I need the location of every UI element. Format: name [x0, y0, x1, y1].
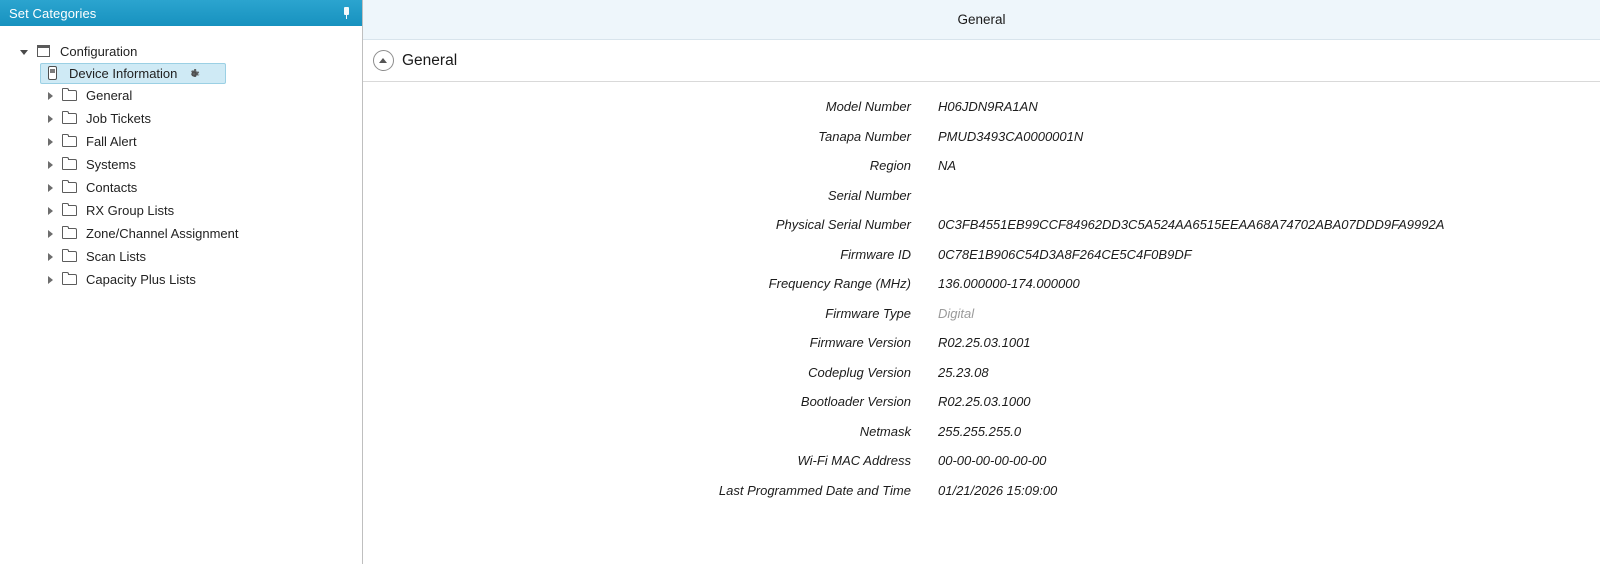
chevron-down-icon[interactable] — [18, 45, 32, 59]
field-label: Tanapa Number — [818, 128, 911, 144]
device-icon — [45, 66, 62, 81]
tree-item-label: Job Tickets — [86, 111, 152, 126]
field-value: Digital — [938, 305, 975, 321]
chevron-right-icon[interactable] — [44, 273, 58, 287]
chevron-right-icon[interactable] — [44, 158, 58, 172]
chevron-right-icon[interactable] — [44, 89, 58, 103]
category-tree — [0, 26, 362, 564]
tree-item-general[interactable] — [0, 84, 362, 107]
field-model-number — [363, 92, 1600, 122]
configuration-icon — [36, 44, 53, 59]
tree-item-capacity-plus-lists[interactable] — [0, 268, 362, 291]
field-value: 01/21/2026 15:09:00 — [938, 482, 1058, 498]
field-value: R02.25.03.1001 — [938, 335, 1031, 351]
field-label: Firmware Version — [809, 335, 911, 351]
field-label: Bootloader Version — [800, 394, 911, 410]
folder-icon — [62, 134, 79, 149]
tree-item-rx-group-lists[interactable] — [0, 199, 362, 222]
tree-item-contacts[interactable] — [0, 176, 362, 199]
field-label: Codeplug Version — [808, 364, 911, 380]
folder-icon — [62, 272, 79, 287]
field-netmask — [363, 417, 1600, 447]
tab-bar — [363, 0, 1600, 40]
tree-item-configuration[interactable] — [0, 40, 362, 63]
field-value: H06JDN9RA1AN — [938, 99, 1038, 115]
tree-item-label: Device Information — [69, 66, 178, 81]
folder-icon — [62, 157, 79, 172]
field-value: 136.000000-174.000000 — [938, 276, 1080, 292]
field-label: Serial Number — [827, 187, 911, 203]
field-frequency-range — [363, 269, 1600, 299]
field-serial-number — [363, 181, 1600, 211]
tree-item-label: Zone/Channel Assignment — [86, 226, 239, 241]
folder-icon — [62, 203, 79, 218]
field-value: 0C78E1B906C54D3A8F264CE5C4F0B9DF — [938, 246, 1192, 262]
field-tanapa-number — [363, 122, 1600, 152]
pin-icon[interactable] — [340, 6, 354, 20]
field-value: 25.23.08 — [938, 364, 989, 380]
folder-icon — [62, 111, 79, 126]
tree-item-device-information[interactable] — [40, 63, 226, 84]
chevron-right-icon[interactable] — [44, 112, 58, 126]
tree-item-label: Contacts — [86, 180, 138, 195]
gear-icon[interactable] — [187, 67, 201, 81]
field-value: PMUD3493CA0000001N — [938, 128, 1084, 144]
field-physical-serial-number — [363, 210, 1600, 240]
field-firmware-version — [363, 328, 1600, 358]
chevron-right-icon[interactable] — [44, 204, 58, 218]
field-value: NA — [938, 158, 957, 174]
field-bootloader-version — [363, 387, 1600, 417]
tree-item-fall-alert[interactable] — [0, 130, 362, 153]
field-label: Firmware Type — [825, 305, 911, 321]
set-categories-header — [0, 0, 362, 26]
field-last-programmed-date-time — [363, 476, 1600, 506]
folder-icon — [62, 226, 79, 241]
folder-icon — [62, 180, 79, 195]
chevron-right-icon[interactable] — [44, 181, 58, 195]
folder-icon — [62, 88, 79, 103]
tree-item-systems[interactable] — [0, 153, 362, 176]
field-region — [363, 151, 1600, 181]
field-codeplug-version — [363, 358, 1600, 388]
field-label: Netmask — [859, 423, 911, 439]
tree-item-scan-lists[interactable] — [0, 245, 362, 268]
tree-item-label: Configuration — [60, 44, 138, 59]
field-value: 00-00-00-00-00-00 — [938, 453, 1047, 469]
folder-icon — [62, 249, 79, 264]
tree-item-label: Systems — [86, 157, 136, 172]
field-wifi-mac-address — [363, 446, 1600, 476]
field-label: Firmware ID — [840, 246, 911, 262]
section-title: General — [402, 51, 458, 69]
field-label: Physical Serial Number — [775, 217, 911, 233]
field-firmware-type — [363, 299, 1600, 329]
chevron-up-icon[interactable] — [373, 50, 394, 71]
field-label: Wi-Fi MAC Address — [797, 453, 911, 469]
field-label: Model Number — [825, 99, 911, 115]
chevron-right-icon[interactable] — [44, 250, 58, 264]
tab-general[interactable]: General — [957, 12, 1006, 27]
tree-item-label: Scan Lists — [86, 249, 146, 264]
field-value: 0C3FB4551EB99CCF84962DD3C5A524AA6515EEAA68A74702ABA07DDD9FA9992A — [938, 217, 1445, 233]
field-value: R02.25.03.1000 — [938, 394, 1031, 410]
field-label: Frequency Range (MHz) — [768, 276, 911, 292]
tree-item-label: RX Group Lists — [86, 203, 175, 218]
set-categories-panel — [0, 0, 363, 564]
chevron-right-icon[interactable] — [44, 227, 58, 241]
panel-title: Set Categories — [9, 5, 97, 21]
chevron-right-icon[interactable] — [44, 135, 58, 149]
field-firmware-id — [363, 240, 1600, 270]
general-section-header[interactable] — [363, 40, 1600, 82]
tree-item-job-tickets[interactable] — [0, 107, 362, 130]
field-label: Region — [869, 158, 911, 174]
tree-item-label: General — [86, 88, 133, 103]
tree-item-zone-channel-assignment[interactable] — [0, 222, 362, 245]
device-information-panel — [363, 0, 1600, 564]
field-label: Last Programmed Date and Time — [718, 482, 911, 498]
general-fields — [363, 82, 1600, 564]
field-value: 255.255.255.0 — [938, 423, 1022, 439]
tree-item-label: Capacity Plus Lists — [86, 272, 196, 287]
tree-item-label: Fall Alert — [86, 134, 137, 149]
